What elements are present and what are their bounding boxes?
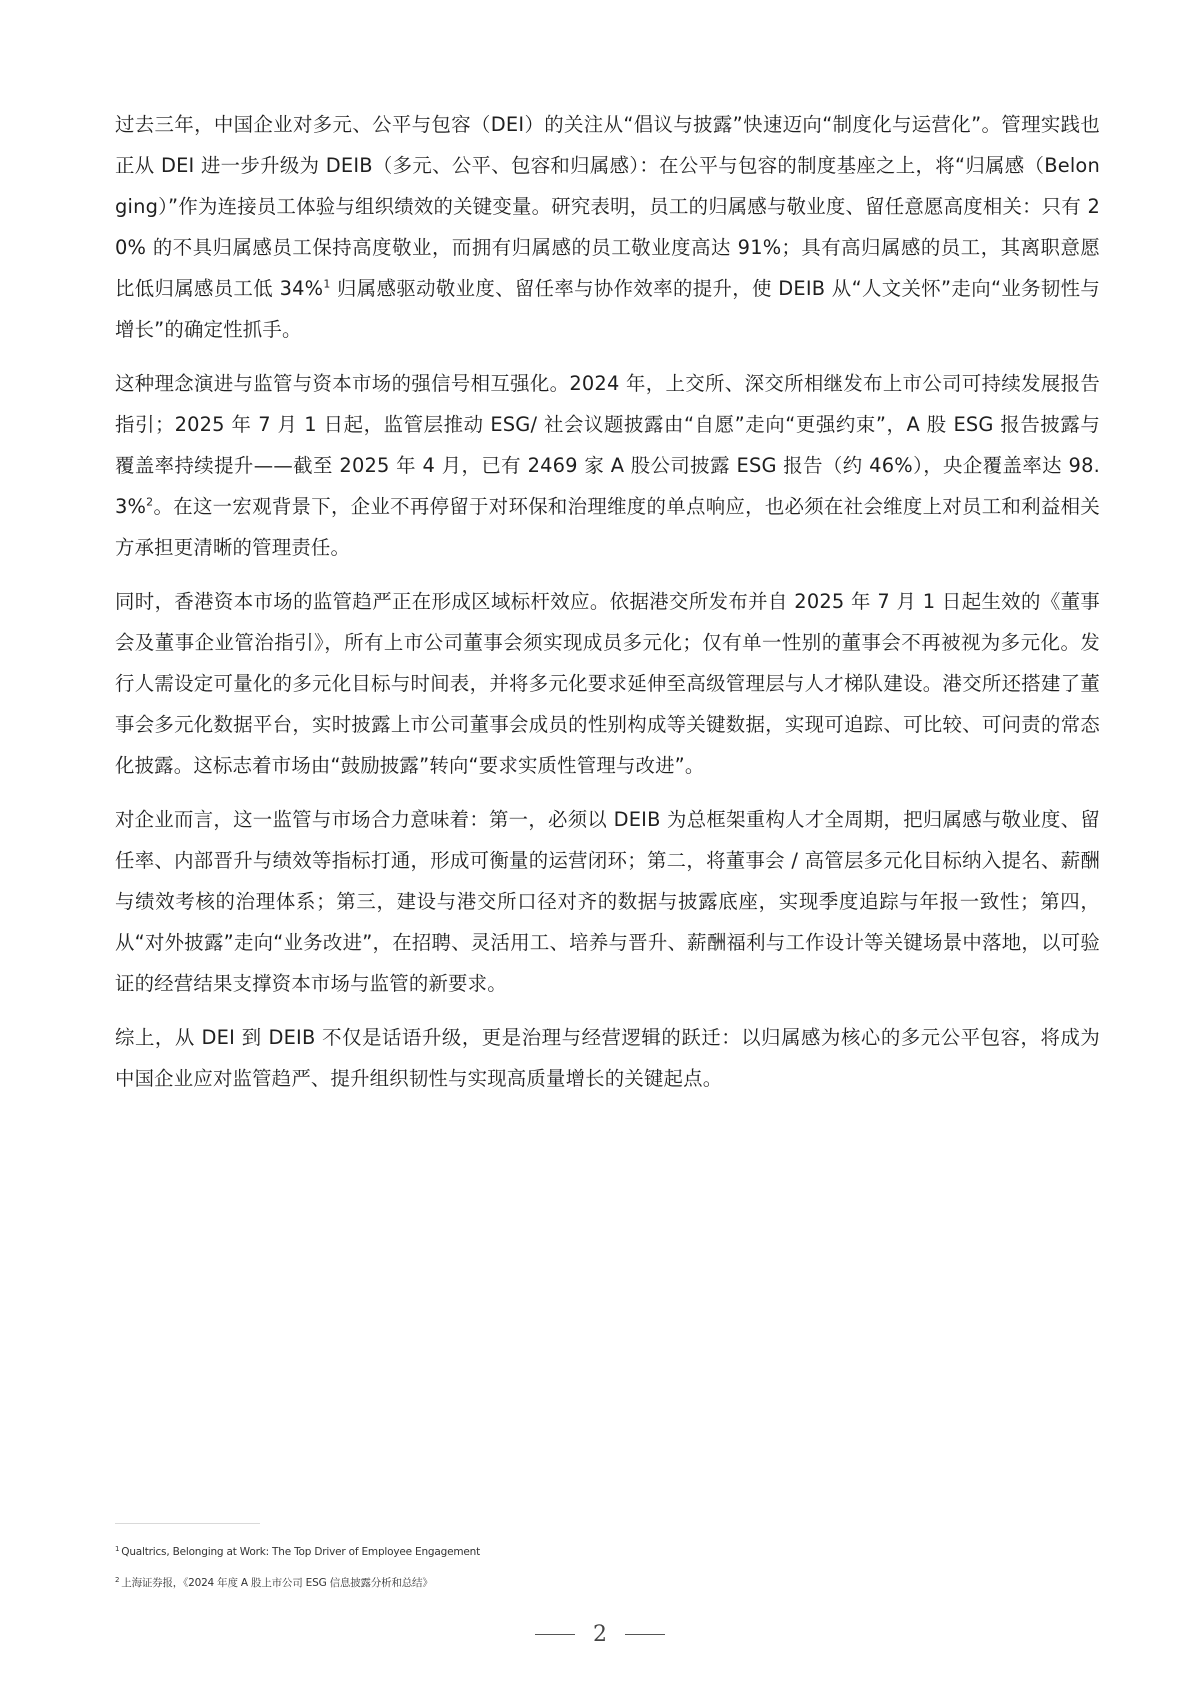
footnote-ref-1[interactable]: 1 — [323, 277, 331, 291]
footnote-2 — [115, 1575, 433, 1590]
footnote-1 — [115, 1546, 480, 1558]
paragraph-2 — [115, 363, 1100, 568]
footnote-divider — [115, 1523, 260, 1524]
footnote-text: 上海证券报，《2024 年度 A 股上市公司 ESG 信息披露分析和总结》 — [121, 1577, 433, 1589]
paragraph-text: 综上，从 DEI 到 DEIB 不仅是话语升级，更是治理与经营逻辑的跃迁：以归属感为核心的多元公平包容，将成为中国企业应对监管趋严、提升组织韧性与实现高质量增长的关键起点。 — [115, 1026, 1100, 1090]
footnote-ref-2[interactable]: 2 — [146, 495, 154, 509]
footnote-text: Qualtrics, Belonging at Work: The Top Driver of Employee Engagement — [121, 1546, 481, 1558]
paragraph-text: 。在这一宏观背景下，企业不再停留于对环保和治理维度的单点响应，也必须在社会维度上对员工和利益相关方承担更清晰的管理责任。 — [115, 495, 1100, 559]
page-number-rule-right — [625, 1634, 665, 1635]
page-number: 2 — [593, 1622, 607, 1647]
paragraph-text: 这种理念演进与监管与资本市场的强信号相互强化。2024 年，上交所、深交所相继发布上市公司可持续发展报告指引；2025 年 7 月 1 日起，监管层推动 ESG/ 社会议题披露由“自愿”走向“更强约束”，A 股 ESG 报告披露与覆盖率持续提升——截至 2025 年 4 月，已有 2469 家 A 股公司披露 ESG 报告（约 46%），央企覆盖率达 98.3% — [115, 372, 1100, 518]
page-number-rule-left — [535, 1634, 575, 1635]
paragraph-5 — [115, 1017, 1100, 1099]
body-text — [115, 104, 1100, 1112]
paragraph-4 — [115, 799, 1100, 1004]
footnote-number: 2 — [115, 1575, 120, 1584]
paragraph-3 — [115, 581, 1100, 786]
paragraph-text: 过去三年，中国企业对多元、公平与包容（DEI）的关注从“倡议与披露”快速迈向“制度化与运营化”。管理实践也正从 DEI 进一步升级为 DEIB（多元、公平、包容和归属感）：在公平与包容的制度基座之上，将“归属感（Belonging）”作为连接员工体验与组织绩效的关键变量。研究表明，员工的归属感与敬业度、留任意愿高度相关：只有 20% 的不具归属感员工保持高度敬业，而拥有归属感的员工敬业度高达 91%；具有高归属感的员工，其离职意愿比低归属感员工低 34% — [115, 113, 1100, 300]
paragraph-text: 归属感驱动敬业度、留任率与协作效率的提升，使 DEIB 从“人文关怀”走向“业务韧性与增长”的确定性抓手。 — [115, 277, 1100, 341]
paragraph-1 — [115, 104, 1100, 350]
page-footer — [0, 1622, 1200, 1647]
paragraph-text: 对企业而言，这一监管与市场合力意味着：第一，必须以 DEIB 为总框架重构人才全周期，把归属感与敬业度、留任率、内部晋升与绩效等指标打通，形成可衡量的运营闭环；第二，将董事会 / 高管层多元化目标纳入提名、薪酬与绩效考核的治理体系；第三，建设与港交所口径对齐的数据与披露底座，实现季度追踪与年报一致性；第四，从“对外披露”走向“业务改进”，在招聘、灵活用工、培养与晋升、薪酬福利与工作设计等关键场景中落地，以可验证的经营结果支撑资本市场与监管的新要求。 — [115, 808, 1100, 995]
footnote-number: 1 — [115, 1544, 120, 1553]
paragraph-text: 同时，香港资本市场的监管趋严正在形成区域标杆效应。依据港交所发布并自 2025 年 7 月 1 日起生效的《董事会及董事企业管治指引》，所有上市公司董事会须实现成员多元化；仅有单一性别的董事会不再被视为多元化。发行人需设定可量化的多元化目标与时间表，并将多元化要求延伸至高级管理层与人才梯队建设。港交所还搭建了董事会多元化数据平台，实时披露上市公司董事会成员的性别构成等关键数据，实现可追踪、可比较、可问责的常态化披露。这标志着市场由“鼓励披露”转向“要求实质性管理与改进”。 — [115, 590, 1100, 777]
